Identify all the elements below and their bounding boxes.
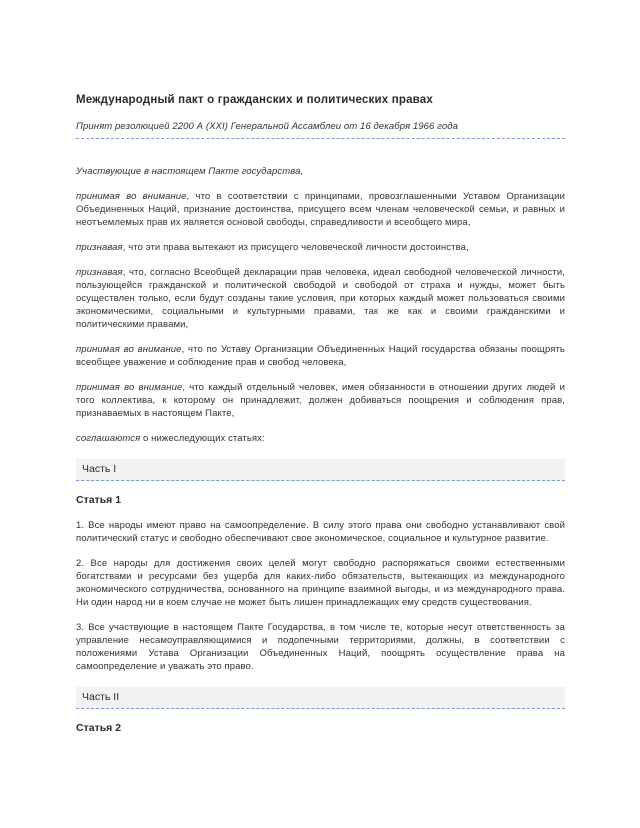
paragraph-lead-italic: принимая во внимание	[76, 382, 183, 393]
section-heading-part-1	[76, 459, 565, 481]
paragraph-text: , что эти права вытекают из присущего человеческой личности достоинства,	[122, 242, 469, 253]
document-subtitle: Принят резолюцией 2200 А (XXI) Генеральной Ассамблеи от 16 декабря 1966 года	[76, 121, 458, 132]
article-1-paragraph: 1. Все народы имеют право на самоопределение. В силу этого права они свободно устанавливают свой политический статус и свободно обеспечивают свое экономическое, социальное и культурное развитие.	[76, 520, 565, 544]
preamble-paragraph	[76, 432, 565, 445]
paragraph-lead-italic: признавая	[76, 267, 123, 278]
preamble-paragraph	[76, 190, 565, 229]
paragraph-text: о нижеследующих статьях:	[140, 433, 265, 444]
paragraph-text: , что каждый отдельный человек, имея обязанности в отношении других людей и того коллектива, к которому он принадлежит, должен добиваться поощрения и соблюдения прав, признаваемых в настоящем Пакте,	[76, 382, 565, 419]
preamble-paragraph	[76, 266, 565, 331]
paragraph-lead-italic: принимая во внимание	[76, 344, 182, 355]
paragraph-lead-italic: принимая во внимание	[76, 191, 187, 202]
horizontal-divider	[76, 138, 565, 139]
preamble-paragraph	[76, 343, 565, 369]
paragraph-lead-italic: Участвующие в настоящем Пакте государства,	[76, 166, 304, 177]
document-title: Международный пакт о гражданских и политических правах	[76, 94, 433, 106]
paragraph-text: , что, согласно Всеобщей декларации прав человека, идеал свободной человеческой личности, пользующейся гражданской и политической свободой и свободой от страха и нужды, может быть осуществлен только, если будут созданы такие условия, при которых каждый может пользоваться своими экономическими, социальными и культурными правами, так же как и своими гражданскими и политическими правами,	[76, 267, 565, 330]
preamble-paragraph	[76, 241, 565, 254]
article-1-paragraph: 2. Все народы для достижения своих целей могут свободно распоряжаться своими естественными богатствами и ресурсами без ущерба для каких-либо обязательств, вытекающих из международного экономического сотрудничества, основанного на принципе взаимной выгоды, и из международного права. Ни один народ ни в коем случае не может быть лишен принадлежащих ему средств существования.	[76, 558, 565, 608]
section-heading-label: Часть I	[82, 463, 117, 475]
section-heading-label: Часть II	[82, 691, 120, 703]
preamble-paragraph	[76, 381, 565, 420]
paragraph-text: , что по Уставу Организации Объединенных Наций государства обязаны поощрять всеобщее уважение и соблюдение прав и свобод человека,	[76, 344, 565, 368]
article-2-heading: Статья 2	[76, 722, 122, 734]
preamble-paragraph	[76, 165, 565, 178]
paragraph-text: , что в соответствии с принципами, провозглашенными Уставом Организации Объединенных Наций, признание достоинства, присущего всем членам человеческой семьи, и равных и неотъемлемых прав их является основой свободы, справедливости и всеобщего мира,	[76, 191, 565, 228]
article-1-paragraph: 3. Все участвующие в настоящем Пакте Государства, в том числе те, которые несут ответственность за управление несамоуправляющимися и подопечными территориями, должны, в соответствии с положениями Устава Организации Объединенных Наций, поощрять осуществление права на самоопределение и уважать это право.	[76, 622, 565, 672]
paragraph-lead-italic: признавая	[76, 242, 123, 253]
section-heading-part-2	[76, 687, 565, 709]
article-1-heading: Статья 1	[76, 494, 122, 506]
paragraph-lead-italic: соглашаются	[76, 433, 141, 444]
